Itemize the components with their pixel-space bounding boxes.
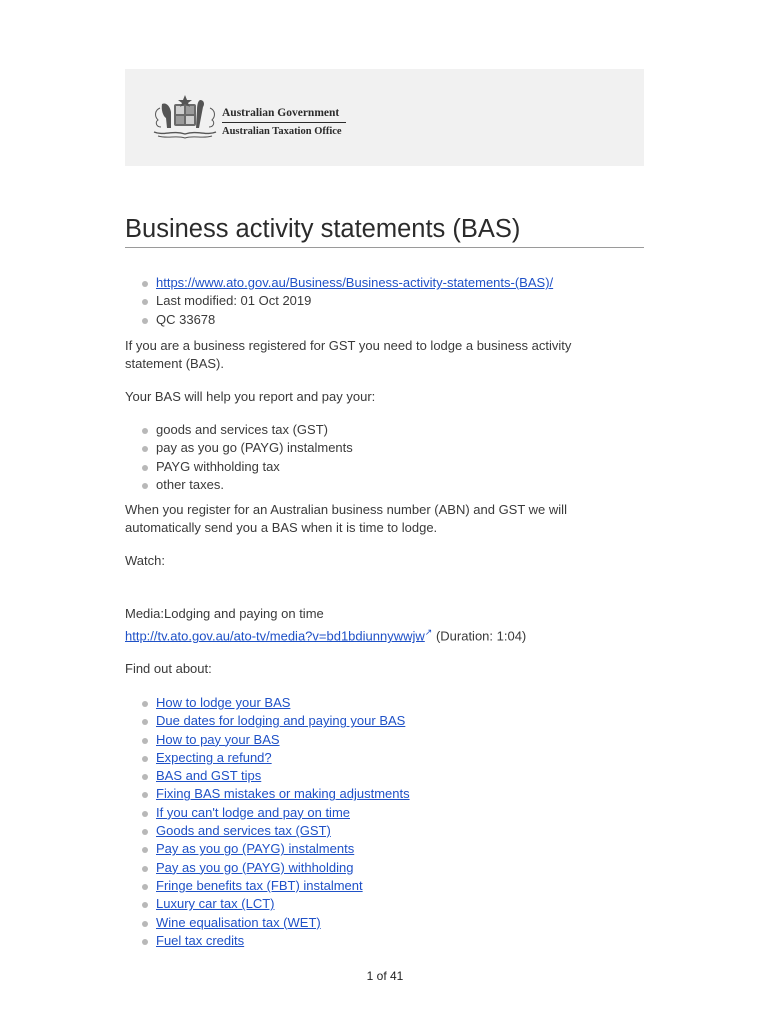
list-item bbox=[125, 804, 644, 822]
list-item bbox=[125, 932, 644, 950]
list-item: goods and services tax (GST) bbox=[125, 421, 644, 439]
media-duration: (Duration: 1:04) bbox=[432, 628, 527, 644]
media-link[interactable]: http://tv.ato.gov.au/ato-tv/media?v=bd1bdiunnywwjw bbox=[125, 628, 425, 644]
list-item bbox=[125, 840, 644, 858]
list-item bbox=[125, 895, 644, 913]
list-item: PAYG withholding tax bbox=[125, 458, 644, 476]
link-lct[interactable]: Luxury car tax (LCT) bbox=[156, 896, 275, 912]
abn-paragraph: When you register for an Australian business number (ABN) and GST we will automatically send you a BAS when it is time to lodge. bbox=[125, 502, 567, 535]
list-item bbox=[125, 731, 644, 749]
report-intro: Your BAS will help you report and pay your: bbox=[125, 389, 376, 404]
link-fbt-instalment[interactable]: Fringe benefits tax (FBT) instalment bbox=[156, 877, 363, 893]
link-cant-lodge[interactable]: If you can't lodge and pay on time bbox=[156, 804, 350, 820]
list-item bbox=[125, 859, 644, 877]
link-fixing-mistakes[interactable]: Fixing BAS mistakes or making adjustments bbox=[156, 786, 410, 802]
list-item bbox=[125, 749, 644, 767]
link-gst[interactable]: Goods and services tax (GST) bbox=[156, 823, 331, 839]
link-due-dates[interactable]: Due dates for lodging and paying your BAS bbox=[156, 713, 406, 729]
link-fuel-tax-credits[interactable]: Fuel tax credits bbox=[156, 932, 245, 948]
page-title: Business activity statements (BAS) bbox=[125, 212, 644, 248]
government-wordmark bbox=[222, 106, 346, 139]
link-payg-instalments[interactable]: Pay as you go (PAYG) instalments bbox=[156, 841, 355, 857]
list-item bbox=[125, 785, 644, 803]
source-url-link[interactable]: https://www.ato.gov.au/Business/Business-activity-statements-(BAS)/ bbox=[156, 275, 554, 290]
link-expecting-refund[interactable]: Expecting a refund? bbox=[156, 749, 272, 765]
agency-name: Australian Taxation Office bbox=[222, 126, 342, 137]
link-bas-gst-tips[interactable]: BAS and GST tips bbox=[156, 768, 262, 784]
page-number: 1 of 41 bbox=[366, 969, 404, 983]
list-item bbox=[125, 877, 644, 895]
list-item bbox=[125, 694, 644, 712]
watch-label: Watch: bbox=[125, 553, 165, 568]
link-how-to-lodge[interactable]: How to lodge your BAS bbox=[156, 695, 291, 710]
government-name: Australian Government bbox=[222, 106, 346, 123]
find-out-label: Find out about: bbox=[125, 661, 212, 676]
header-banner bbox=[125, 69, 644, 166]
meta-list bbox=[125, 274, 644, 329]
intro-paragraph: If you are a business registered for GST you need to lodge a business activity statement (BAS). bbox=[125, 338, 572, 371]
list-item bbox=[125, 767, 644, 785]
list-item: pay as you go (PAYG) instalments bbox=[125, 439, 644, 457]
link-how-to-pay[interactable]: How to pay your BAS bbox=[156, 731, 280, 747]
media-line bbox=[125, 623, 615, 645]
media-title: Media:Lodging and paying on time bbox=[125, 606, 324, 621]
list-item bbox=[125, 274, 644, 292]
external-link-icon: ↗ bbox=[424, 627, 433, 637]
report-list bbox=[125, 421, 644, 494]
related-links-list bbox=[125, 694, 644, 950]
link-wet[interactable]: Wine equalisation tax (WET) bbox=[156, 914, 321, 930]
link-payg-withholding[interactable]: Pay as you go (PAYG) withholding bbox=[156, 859, 354, 875]
document-page bbox=[125, 69, 644, 948]
coat-of-arms-icon bbox=[152, 94, 218, 142]
list-item bbox=[125, 712, 644, 730]
list-item: QC 33678 bbox=[125, 311, 644, 329]
list-item bbox=[125, 822, 644, 840]
list-item: other taxes. bbox=[125, 476, 644, 494]
list-item bbox=[125, 914, 644, 932]
list-item: Last modified: 01 Oct 2019 bbox=[125, 292, 644, 310]
